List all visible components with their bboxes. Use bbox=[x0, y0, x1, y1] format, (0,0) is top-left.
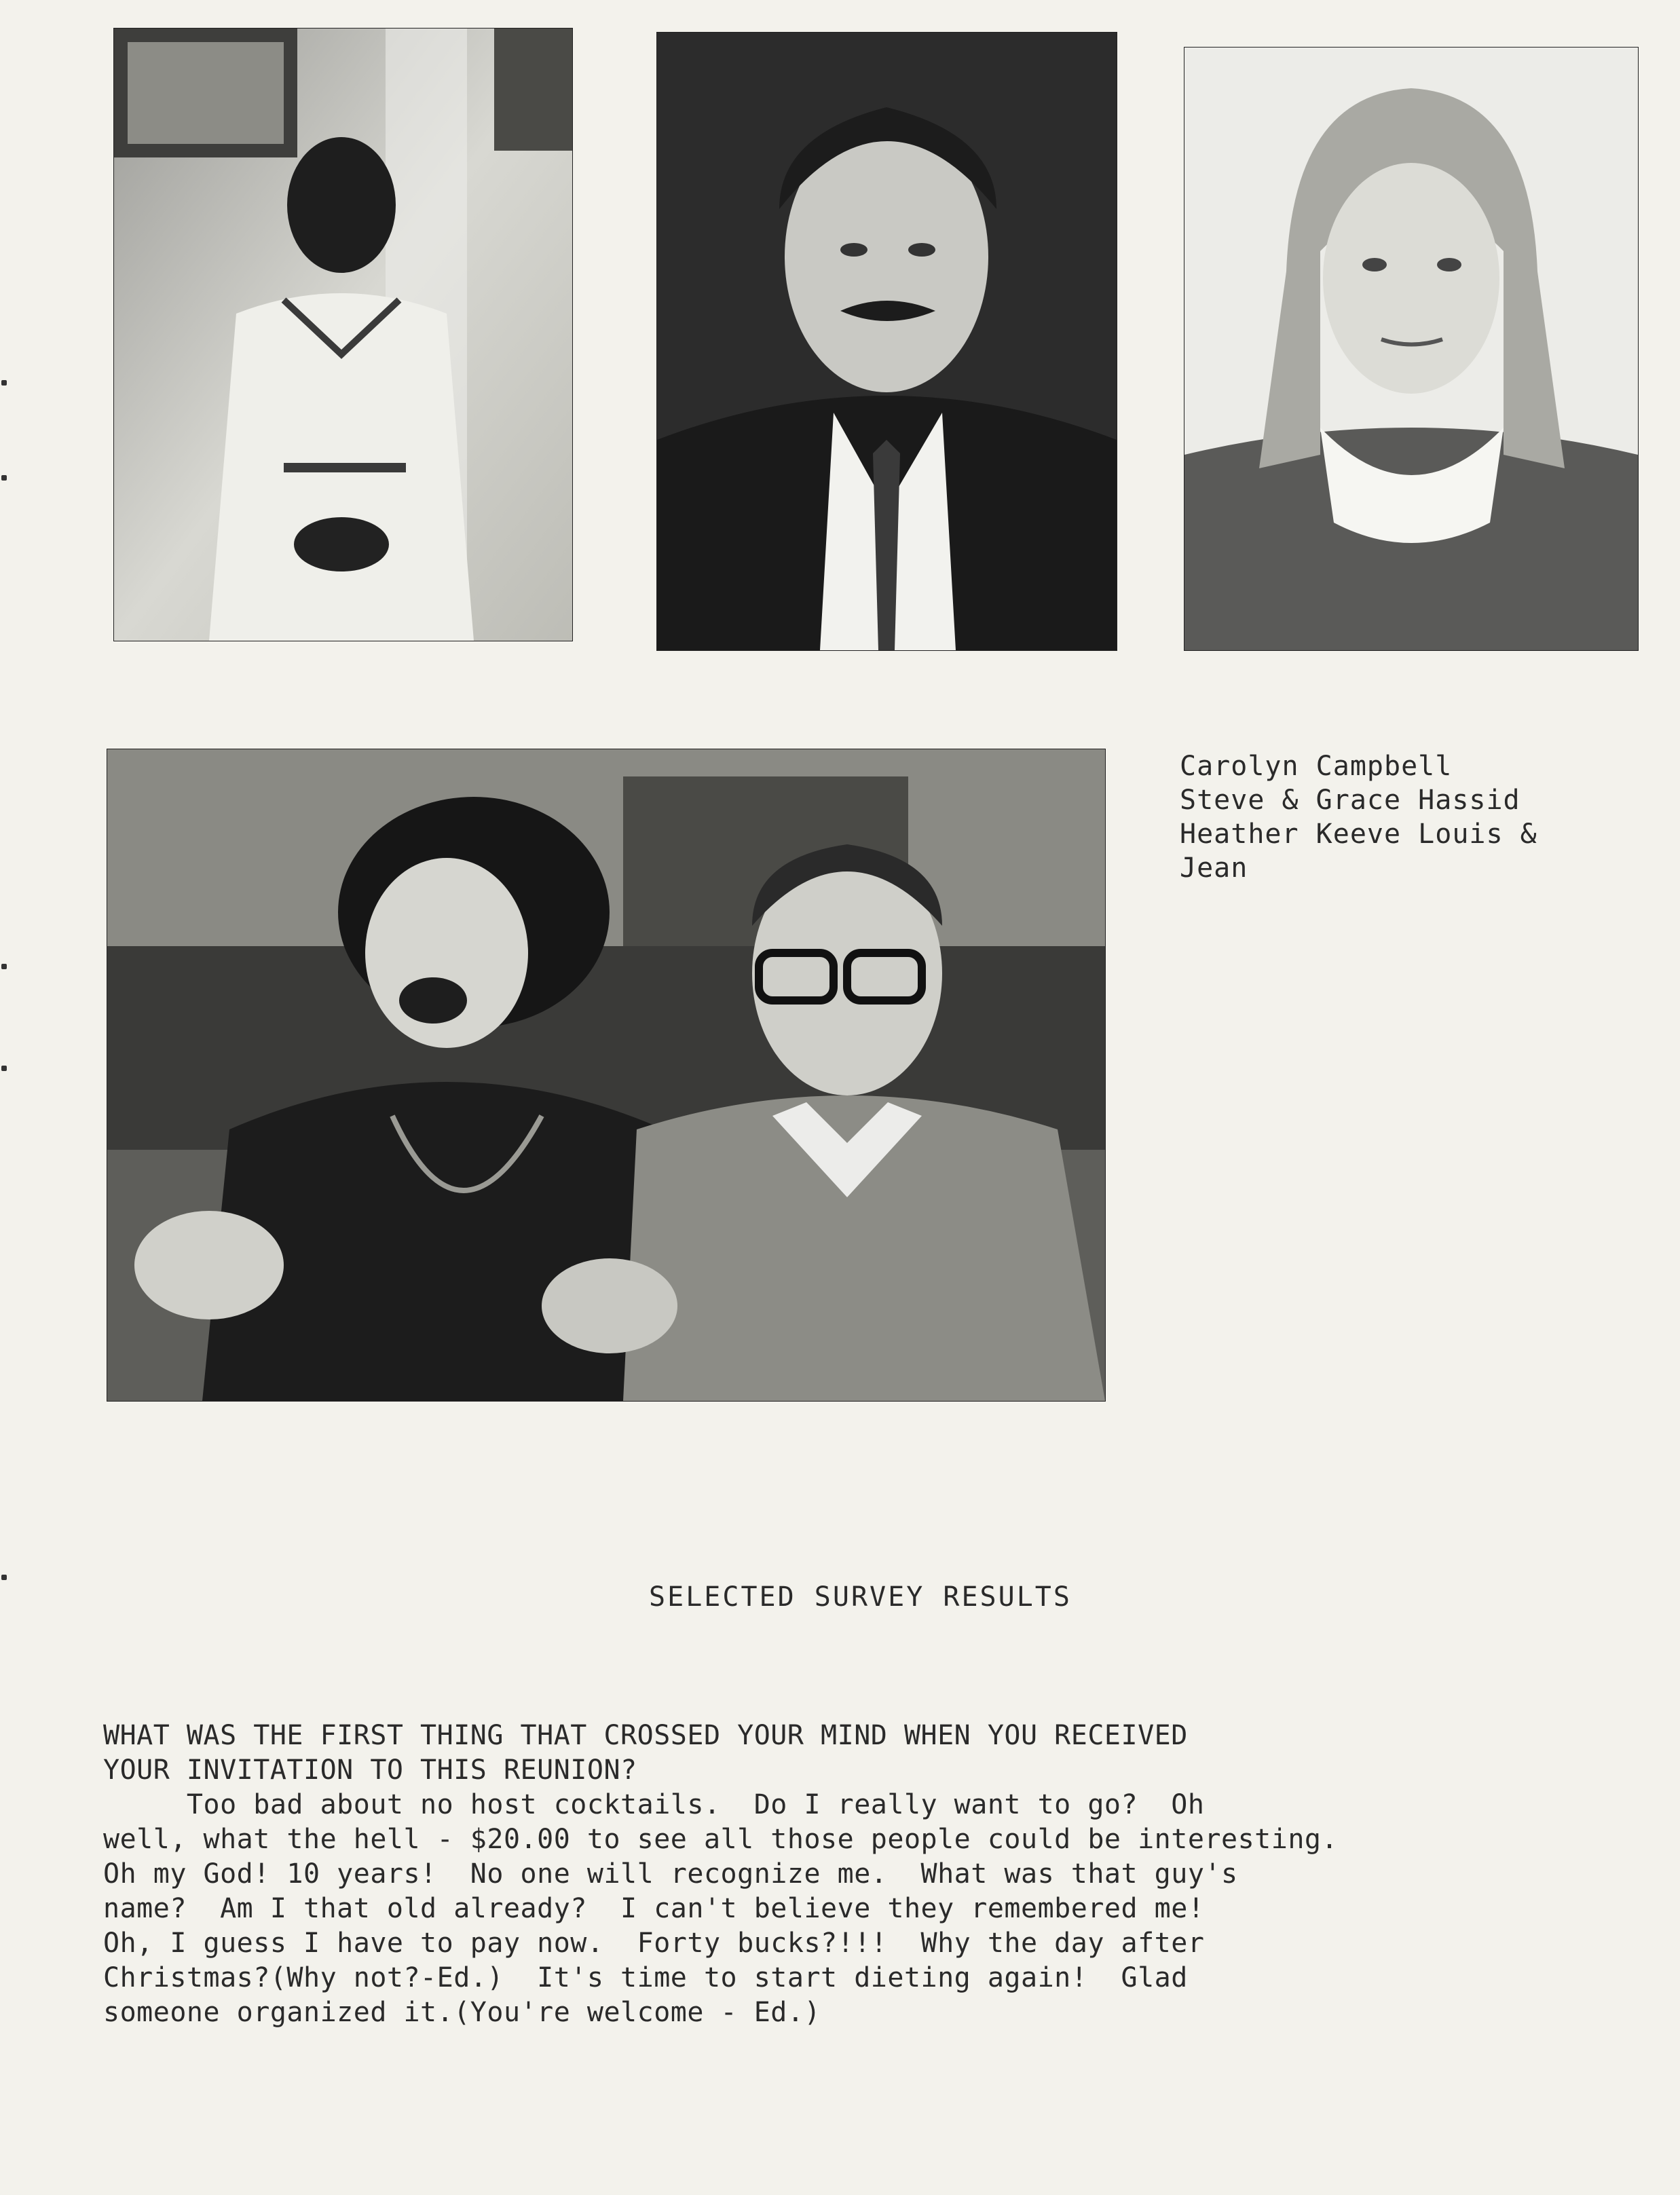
survey-answer-line-6: Christmas?(Why not?-Ed.) It's time to start dieting again! Glad bbox=[103, 1962, 1188, 1993]
margin-mark bbox=[1, 964, 7, 969]
margin-mark bbox=[1, 380, 7, 386]
section-title: SELECTED SURVEY RESULTS bbox=[649, 1581, 1072, 1613]
caption-line-4: Jean bbox=[1180, 852, 1248, 884]
survey-question-line-1: WHAT WAS THE FIRST THING THAT CROSSED YOUR MIND WHEN YOU RECEIVED bbox=[103, 1720, 1188, 1751]
photo-man-suit bbox=[657, 33, 1117, 650]
caption-line-2: Steve & Grace Hassid bbox=[1180, 785, 1520, 816]
photo-couple-couch bbox=[107, 749, 1105, 1401]
photo-woman-seated-image bbox=[114, 29, 572, 641]
margin-mark bbox=[1, 1066, 7, 1071]
photo-man-suit-image bbox=[657, 33, 1117, 650]
photo-woman-blonde bbox=[1184, 48, 1638, 650]
survey-block bbox=[103, 1719, 1637, 2030]
margin-mark bbox=[1, 1575, 7, 1580]
photo-couple-couch-image bbox=[107, 749, 1105, 1401]
survey-question-line-2: YOUR INVITATION TO THIS REUNION? bbox=[103, 1755, 637, 1786]
survey-answer-line-3: Oh my God! 10 years! No one will recognize me. What was that guy's bbox=[103, 1858, 1238, 1890]
survey-answer-line-7: someone organized it.(You're welcome - Ed.) bbox=[103, 1997, 821, 2028]
survey-answer-line-5: Oh, I guess I have to pay now. Forty bucks?!!! Why the day after bbox=[103, 1928, 1205, 1959]
caption-line-3: Heather Keeve Louis & bbox=[1180, 819, 1537, 850]
photo-woman-blonde-image bbox=[1184, 48, 1638, 650]
photo-woman-seated bbox=[114, 29, 572, 641]
margin-mark bbox=[1, 475, 7, 481]
survey-answer-line-2: well, what the hell - $20.00 to see all those people could be interesting. bbox=[103, 1824, 1339, 1855]
caption-line-1: Carolyn Campbell bbox=[1180, 751, 1453, 782]
photo-captions bbox=[1180, 749, 1641, 885]
survey-answer-line-1: Too bad about no host cocktails. Do I really want to go? Oh bbox=[103, 1789, 1205, 1820]
survey-answer-line-4: name? Am I that old already? I can't believe they remembered me! bbox=[103, 1893, 1205, 1924]
